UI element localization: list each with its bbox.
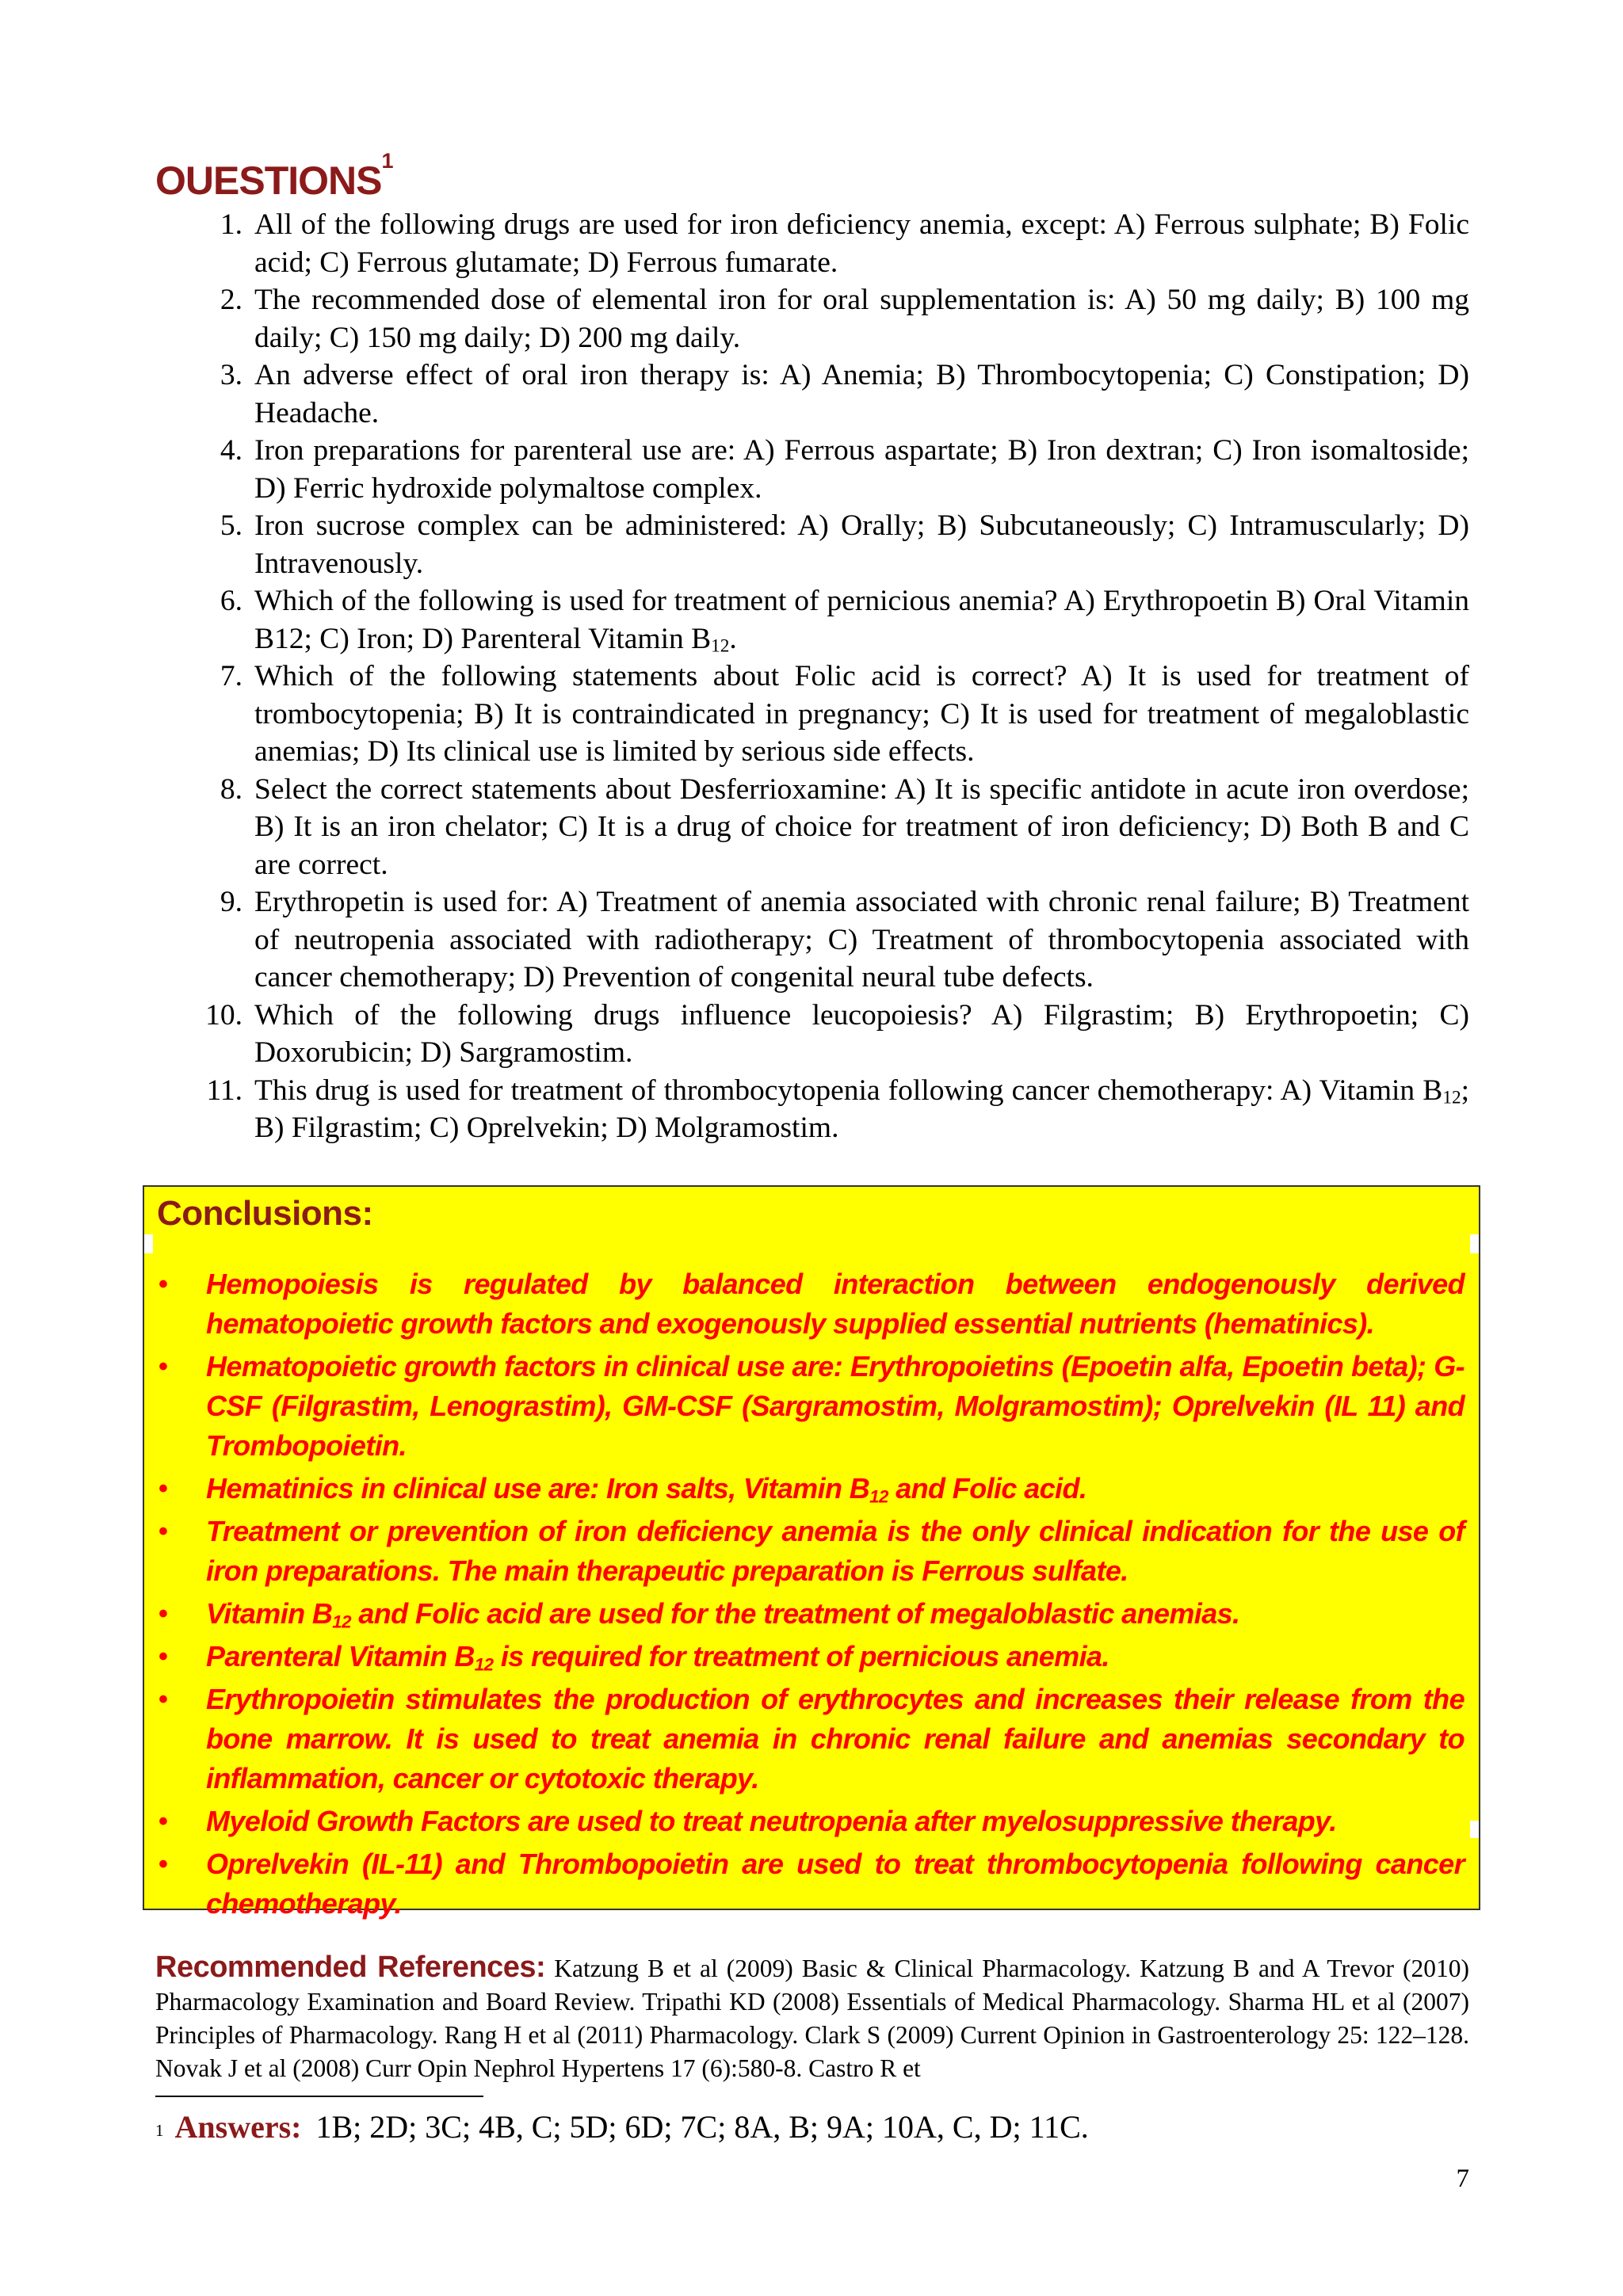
answers-label: Answers: [174,2109,302,2145]
answers-text: 1B; 2D; 3C; 4B, C; 5D; 6D; 7C; 8A, B; 9A; 10A, C, D; 11C. [315,2109,1089,2145]
bullet-icon: • [158,1516,168,1547]
question-text [254,509,1469,580]
bullet-icon: • [158,1599,168,1629]
question-item [155,658,1469,771]
text-run: ; B) Filgrastim; C) Oprelvekin; D) Molgramostim. [254,1074,1469,1144]
question-item [155,883,1469,997]
footnote [155,2107,1089,2147]
question-text [254,284,1469,354]
text-run: is required for treatment of pernicious anemia. [493,1640,1109,1672]
question-number: 11. [206,1074,242,1107]
subscript: 12 [332,1611,351,1632]
question-number: 10. [205,998,242,1032]
page-number: 7 [1456,2164,1469,2193]
conclusion-item [158,1264,1465,1344]
bullet-icon: • [158,1269,168,1299]
conclusion-item [158,1802,1465,1841]
question-item [155,997,1469,1072]
box-border-gap [1470,1821,1479,1838]
text-run: An adverse effect of oral iron therapy is: A) Anemia; B) Thrombocytopenia; C) Constipation; D) Headache. [254,359,1469,429]
conclusion-item [158,1347,1465,1466]
question-item [155,206,1469,281]
text-run: Iron sucrose complex can be administered: A) Orally; B) Subcutaneously; C) Intramuscularly; D) Intravenously. [254,509,1469,580]
question-text [254,1074,1469,1145]
conclusion-text [206,1597,1239,1630]
question-number: 7. [220,660,242,692]
conclusions-box [143,1185,1480,1920]
text-run: Vitamin B [206,1597,333,1630]
question-number: 1. [220,208,242,241]
subscript: 12 [869,1486,888,1507]
question-text [254,773,1469,881]
question-text [254,208,1469,279]
section-heading [155,149,393,204]
text-run: Iron preparations for parenteral use are: A) Ferrous aspartate; B) Iron dextran; C) Iron isomaltoside; D) Ferric hydroxide polymaltose complex. [254,434,1469,505]
text-run: This drug is used for treatment of thrombocytopenia following cancer chemotherapy: A) Vitamin B [254,1074,1443,1107]
text-run: Which of the following is used for treatment of pernicious anemia? A) Erythropoetin B) Oral Vitamin B12; C) Iron; D) Parenteral Vitamin B [254,585,1469,655]
footnote-mark: 1 [155,2121,164,2140]
conclusion-item [158,1680,1465,1798]
conclusion-item [158,1469,1465,1508]
text-run: Which of the following statements about Folic acid is correct? A) It is used for treatment of trombocytopenia; B) It is contraindicated in pregnancy; C) It is used for treatment of megaloblastic anemias; D) Its clinical use is limited by serious side effects. [254,660,1469,768]
heading-footnote-mark: 1 [381,149,393,173]
conclusion-item [158,1844,1465,1924]
text-run: Treatment or prevention of iron deficiency anemia is the only clinical indication for the use of iron preparations. The main therapeutic preparation is Ferrous sulfate. [206,1515,1465,1587]
conclusion-item [158,1594,1465,1634]
question-item [155,582,1469,658]
conclusion-text [206,1805,1337,1837]
question-text [254,886,1469,994]
conclusion-text [206,1683,1465,1794]
bullet-icon: • [158,1684,168,1714]
conclusion-text [206,1640,1109,1675]
text-run: Select the correct statements about Desferrioxamine: A) It is specific antidote in acute iron overdose; B) It is an iron chelator; C) It is a drug of choice for treatment of iron deficiency; D) Both B and C are correct. [254,772,1469,881]
question-text [254,585,1469,655]
question-number: 4. [220,434,242,467]
conclusion-text [206,1268,1465,1340]
text-run: Hemopoiesis is regulated by balanced interaction between endogenously derived hematopoietic growth factors and exogenously supplied essential nutrients (hematinics). [206,1268,1465,1340]
question-number: 2. [220,284,242,316]
subscript: 12 [1442,1087,1461,1108]
question-list [155,206,1469,1147]
bullet-icon: • [158,1806,168,1836]
references-paragraph [155,1951,1469,2085]
text-run: Myeloid Growth Factors are used to treat neutropenia after myelosuppressive therapy. [206,1805,1337,1837]
question-number: 9. [220,886,242,918]
bullet-icon: • [158,1849,168,1879]
conclusion-text [206,1515,1465,1587]
text-run: Hematopoietic growth factors in clinical use are: Erythropoietins (Epoetin alfa, Epoetin beta); G-CSF (Filgrastim, Lenograstim), GM-CSF (Sargramostim, Molgramostim); Oprelvekin (IL 11) and Trombopoietin. [206,1350,1465,1462]
footnote-separator [155,2096,483,2097]
question-item [155,357,1469,432]
question-text [254,660,1469,768]
text-run: . [729,622,737,655]
question-text [254,359,1469,429]
box-border-gap [1470,1234,1479,1253]
bullet-icon: • [158,1642,168,1672]
text-run: Oprelvekin (IL-11) and Thrombopoietin are used to treat thrombocytopenia following cancer chemotherapy. [206,1848,1465,1920]
bullet-icon: • [158,1352,168,1382]
question-text [254,434,1469,505]
question-number: 8. [220,772,242,806]
references-label: Recommended References: [155,1951,546,1984]
conclusions-title: Conclusions: [157,1194,373,1233]
question-item [155,507,1469,582]
text-run: Hematinics in clinical use are: Iron salts, Vitamin B [206,1472,870,1505]
references-text: Katzung B et al (2009) Basic & Clinical Pharmacology. Katzung B and A Trevor (2010) Pharmacology Examination and Board Review. Tripathi KD (2008) Essentials of Medical Pharmacology. Sharma HL et al (2007) Principles of Pharmacology. Rang H et al (2011) Pharmacology. Clark S (2009) Current Opinion in Gastroenterology 25: 122–128. Novak J et al (2008) Curr Opin Nephrol Hypertens 17 (6):580-8. Castro R et [155,1955,1469,2082]
conclusion-text [206,1350,1465,1462]
text-run: The recommended dose of elemental iron for oral supplementation is: A) 50 mg daily; B) 100 mg daily; C) 150 mg daily; D) 200 mg daily. [254,284,1469,354]
text-run: All of the following drugs are used for iron deficiency anemia, except: A) Ferrous sulphate; B) Folic acid; C) Ferrous glutamate; D) Ferrous fumarate. [254,208,1469,279]
bullet-icon: • [158,1474,168,1504]
text-run: Erythropetin is used for: A) Treatment of anemia associated with chronic renal failure; B) Treatment of neutropenia associated with radiotherapy; C) Treatment of thrombocytopenia associated with cancer chemotherapy; D) Prevention of congenital neural tube defects. [254,886,1469,994]
heading-text: OUESTIONS [155,158,382,203]
question-number: 3. [220,359,242,391]
box-border-gap [144,1234,153,1253]
question-item [155,432,1469,507]
text-run: Parenteral Vitamin B [206,1640,475,1672]
conclusion-text [206,1848,1465,1920]
text-run: Erythropoietin stimulates the production of erythrocytes and increases their release from the bone marrow. It is used to treat anemia in chronic renal failure and anemias secondary to inflammation, cancer or cytotoxic therapy. [206,1683,1465,1794]
text-run: and Folic acid. [888,1472,1087,1505]
text-run: Which of the following drugs influence leucopoiesis? A) Filgrastim; B) Erythropoetin; C) Doxorubicin; D) Sargramostim. [254,998,1469,1069]
text-run: and Folic acid are used for the treatment of megaloblastic anemias. [350,1597,1240,1630]
conclusion-item [158,1512,1465,1591]
subscript: 12 [474,1654,494,1675]
conclusion-text [206,1472,1086,1505]
question-item [155,281,1469,357]
question-number: 5. [220,509,242,542]
question-text [254,999,1469,1070]
subscript: 12 [711,635,730,657]
question-number: 6. [220,585,242,617]
conclusion-item [158,1637,1465,1676]
question-item [155,771,1469,884]
conclusions-list [158,1264,1465,1924]
question-item [155,1072,1469,1147]
